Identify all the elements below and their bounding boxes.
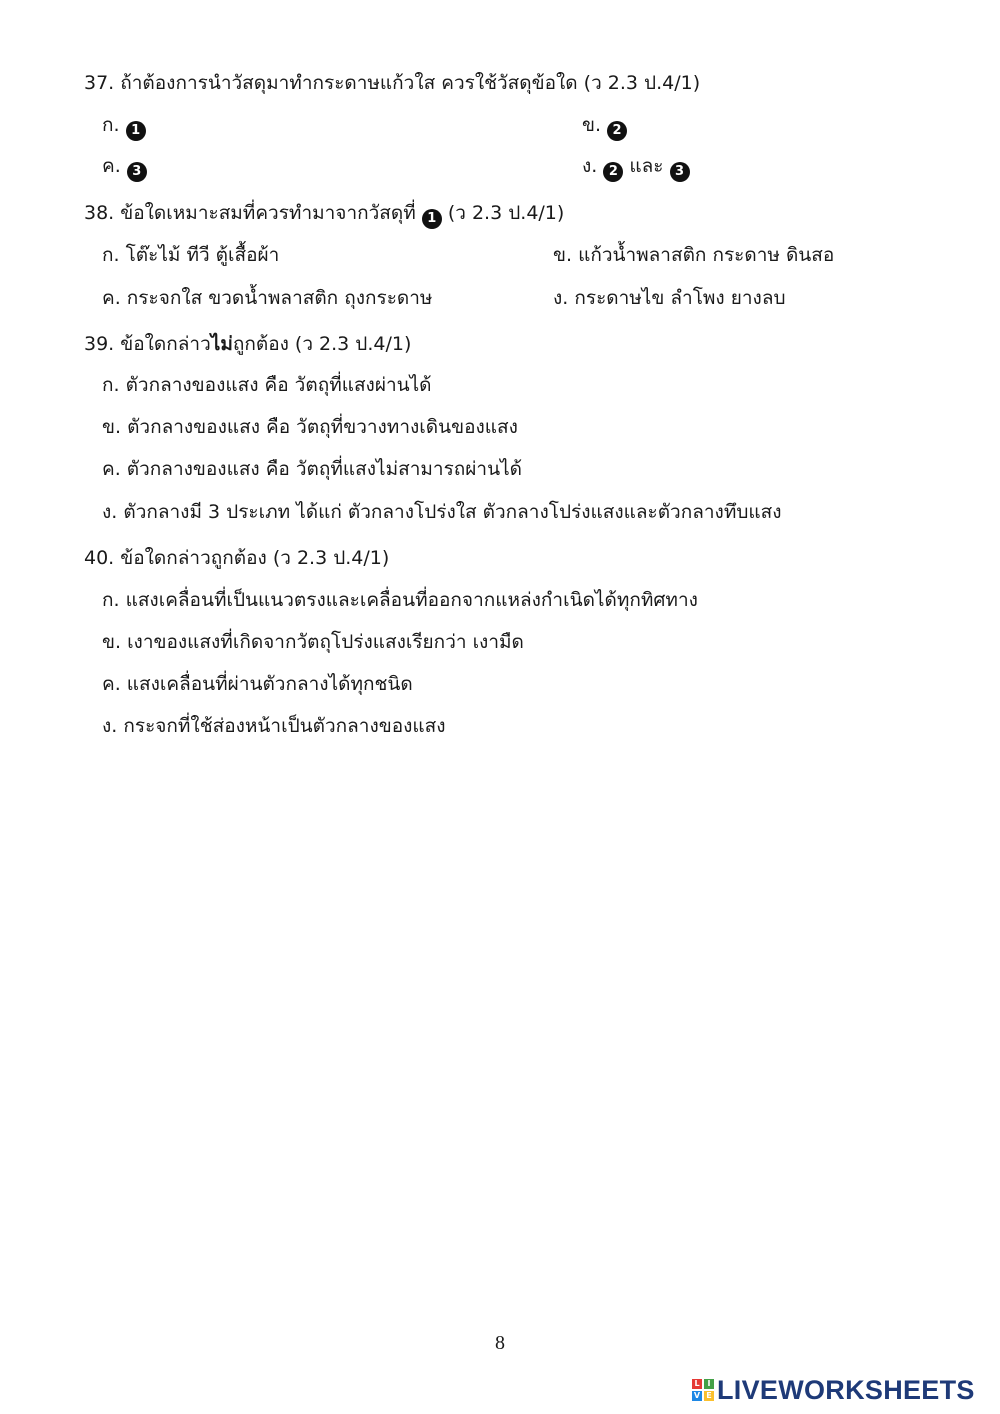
logo-text: LIVEWORKSHEETS: [717, 1374, 975, 1405]
number-3-icon: 3: [127, 162, 147, 182]
question-37: 37. ถ้าต้องการนำวัสดุมาทำกระดาษแก้วใส ควรใช้วัสดุข้อใด (ว 2.3 ป.4/1): [84, 72, 701, 94]
option-38-b[interactable]: ข. แก้วน้ำพลาสติก กระดาษ ดินสอ: [553, 244, 835, 266]
option-40-a[interactable]: ก. แสงเคลื่อนที่เป็นแนวตรงและเคลื่อนที่ออกจากแหล่งกำเนิดได้ทุกทิศทาง: [102, 589, 698, 611]
option-label: ง.: [582, 155, 598, 177]
number-2-icon: 2: [603, 162, 623, 182]
option-38-a[interactable]: ก. โต๊ะไม้ ทีวี ตู้เสื้อผ้า: [102, 244, 280, 266]
number-1-icon: 1: [422, 209, 442, 229]
option-39-b[interactable]: ข. ตัวกลางของแสง คือ วัตถุที่ขวางทางเดินของแสง: [102, 416, 518, 438]
number-2-icon: 2: [607, 121, 627, 141]
number-3-icon: 3: [670, 162, 690, 182]
option-40-c[interactable]: ค. แสงเคลื่อนที่ผ่านตัวกลางได้ทุกชนิด: [102, 673, 413, 695]
option-40-d[interactable]: ง. กระจกที่ใช้ส่องหน้าเป็นตัวกลางของแสง: [102, 715, 446, 737]
option-label: ก.: [102, 114, 120, 136]
option-37-c[interactable]: [102, 154, 147, 182]
logo-cell: E: [704, 1391, 714, 1401]
option-37-a[interactable]: [102, 113, 146, 141]
logo-cell: L: [692, 1379, 702, 1389]
option-label: ข.: [582, 114, 602, 136]
page-number: 8: [495, 1332, 505, 1354]
question-38-prefix: 38. ข้อใดเหมาะสมที่ควรทำมาจากวัสดุที่: [84, 202, 416, 224]
option-39-a[interactable]: ก. ตัวกลางของแสง คือ วัตถุที่แสงผ่านได้: [102, 374, 432, 396]
logo-cell: I: [704, 1379, 714, 1389]
question-39: [84, 332, 411, 356]
question-38: [84, 201, 564, 229]
option-38-c[interactable]: ค. กระจกใส ขวดน้ำพลาสติก ถุงกระดาษ: [102, 287, 433, 309]
number-1-icon: 1: [126, 121, 146, 141]
logo-cell: V: [693, 1391, 701, 1400]
option-label: ค.: [102, 155, 121, 177]
option-39-d[interactable]: ง. ตัวกลางมี 3 ประเภท ได้แก่ ตัวกลางโปร่งใส ตัวกลางโปร่งแสงและตัวกลางทึบแสง: [102, 501, 782, 523]
liveworksheets-logo: [692, 1374, 975, 1406]
logo-icon: [692, 1379, 714, 1401]
option-37-b[interactable]: [582, 113, 627, 141]
question-38-suffix: (ว 2.3 ป.4/1): [447, 202, 565, 224]
question-39-emphasis: ไม่: [210, 333, 233, 355]
question-39-prefix: 39. ข้อใดกล่าว: [84, 333, 211, 355]
question-39-suffix: ถูกต้อง (ว 2.3 ป.4/1): [232, 333, 412, 355]
question-40: 40. ข้อใดกล่าวถูกต้อง (ว 2.3 ป.4/1): [84, 547, 390, 569]
option-39-c[interactable]: ค. ตัวกลางของแสง คือ วัตถุที่แสงไม่สามารถผ่านได้: [102, 458, 522, 480]
and-text: และ: [629, 155, 664, 177]
option-38-d[interactable]: ง. กระดาษไข ลำโพง ยางลบ: [553, 287, 786, 309]
option-40-b[interactable]: ข. เงาของแสงที่เกิดจากวัตถุโปร่งแสงเรียกว่า เงามืด: [102, 631, 524, 653]
option-37-d[interactable]: [582, 154, 690, 182]
